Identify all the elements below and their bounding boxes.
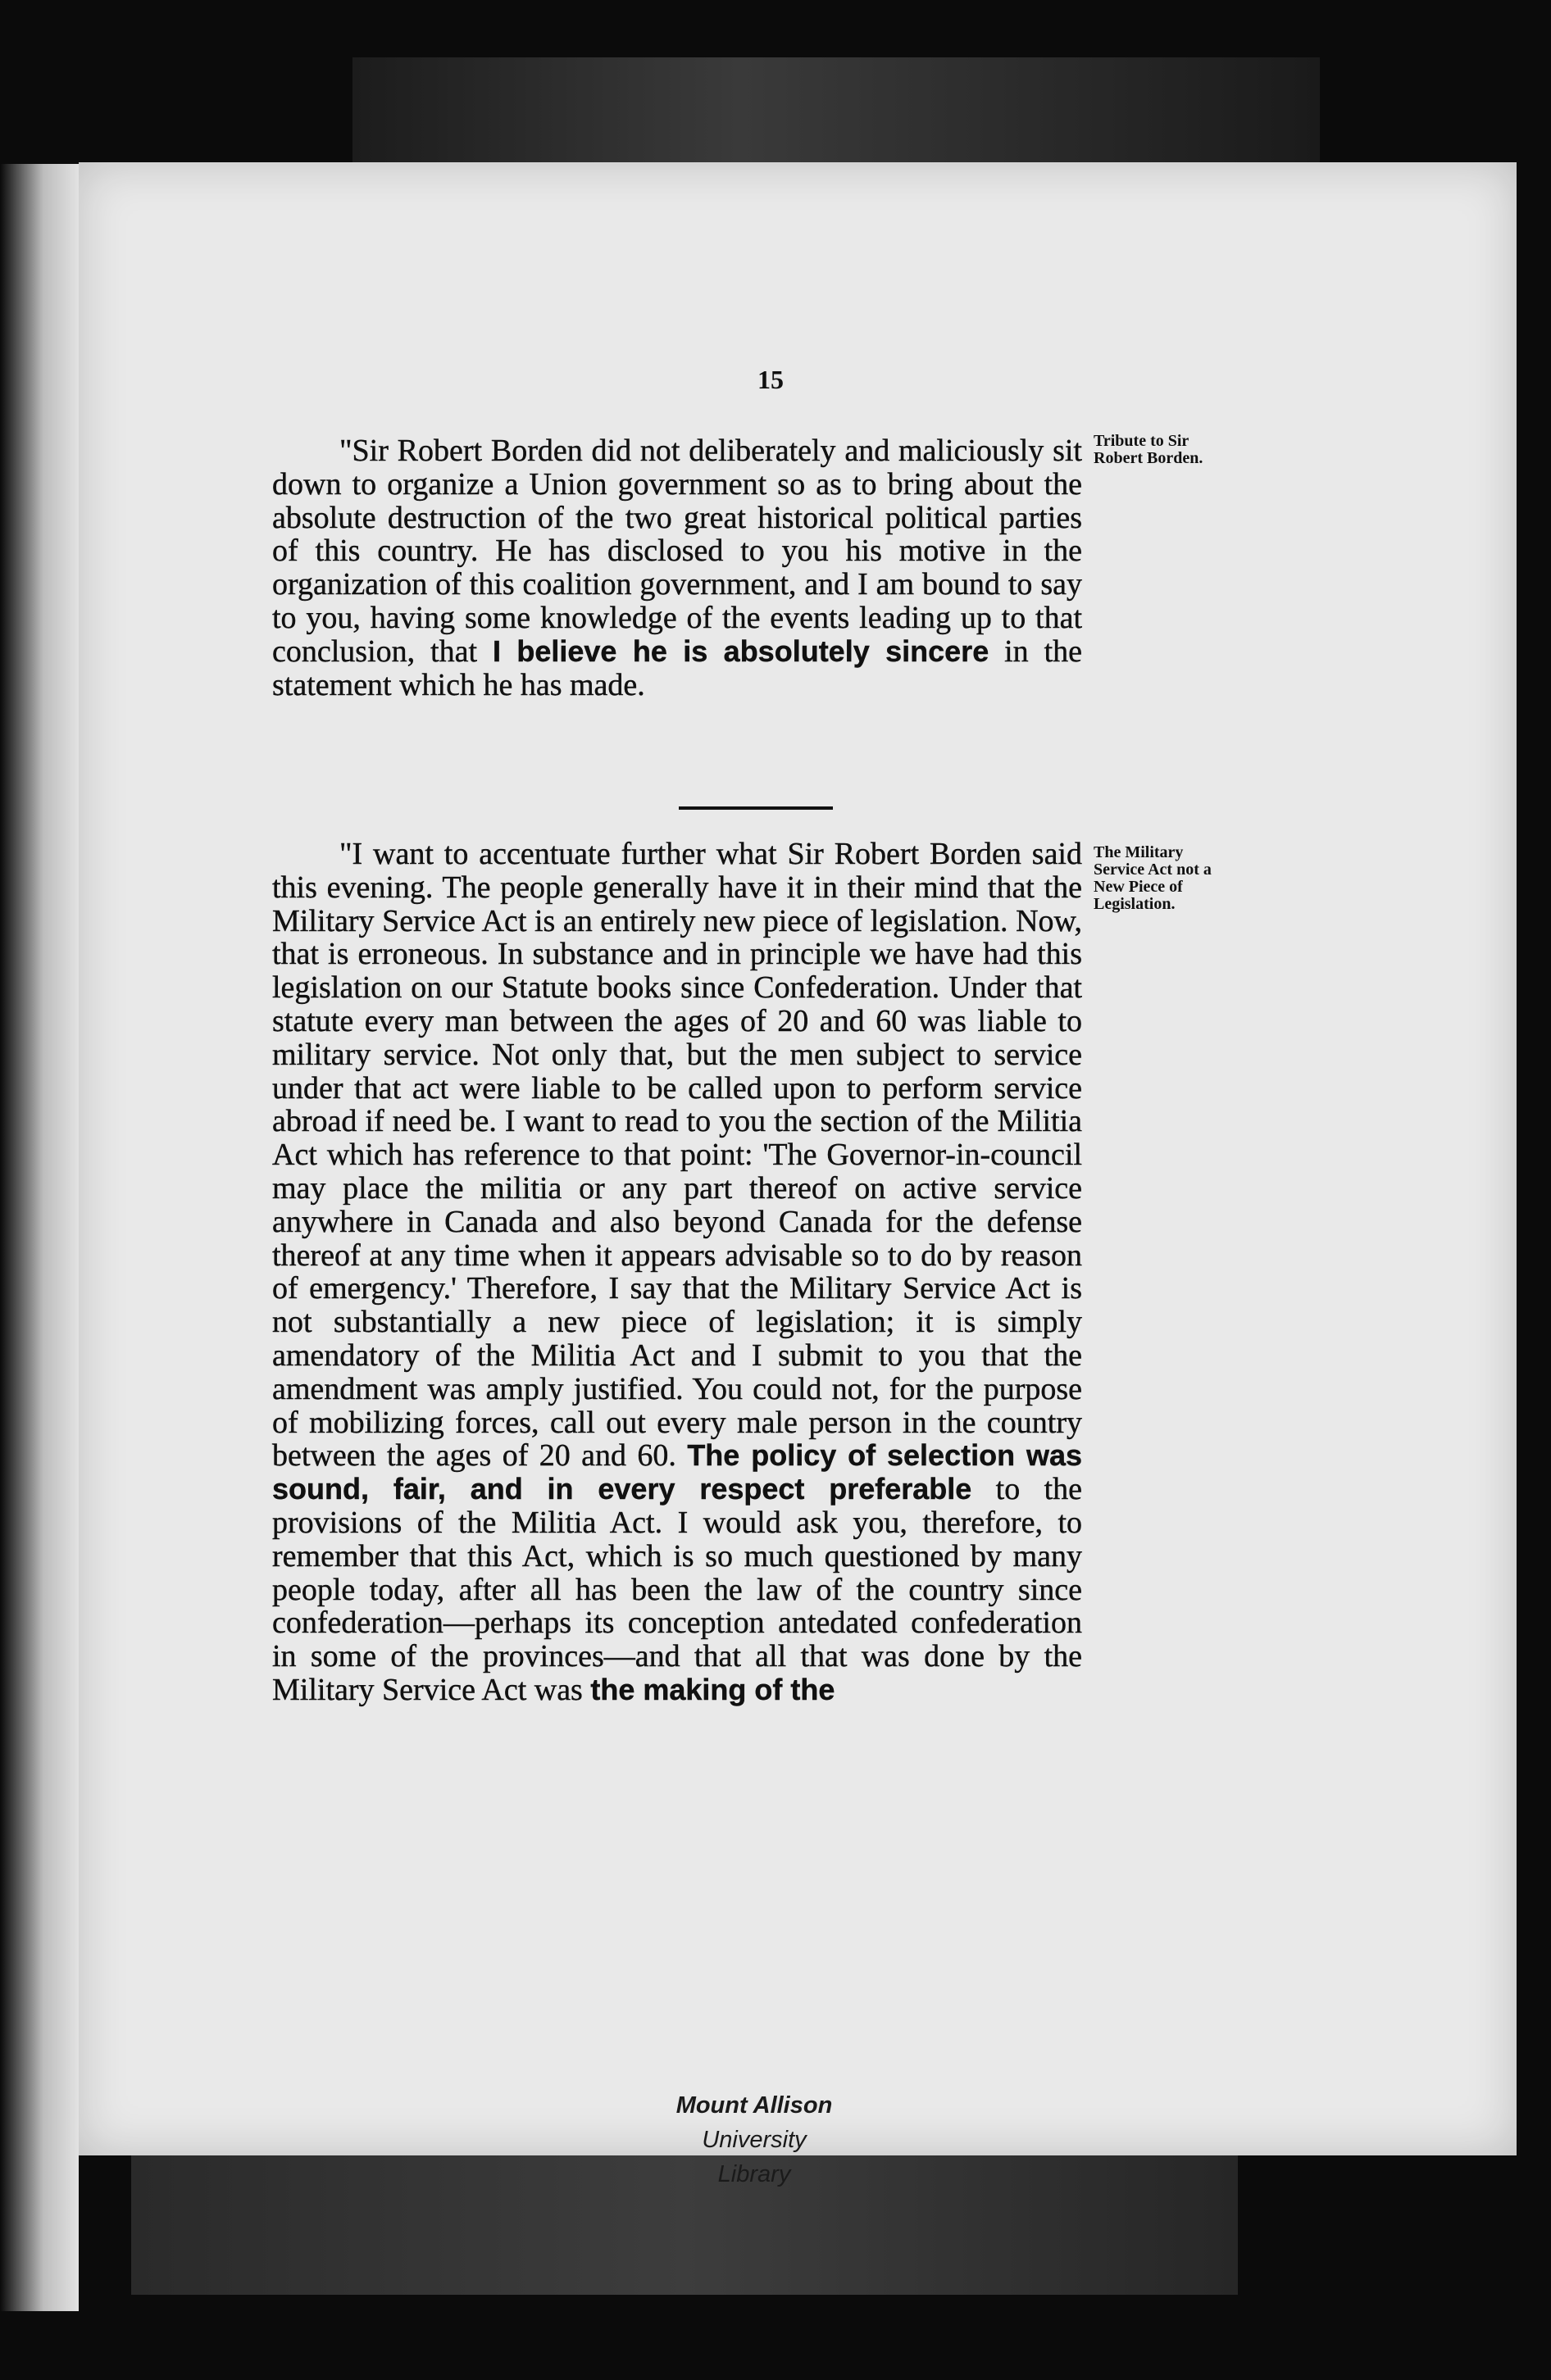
paragraph-text <box>272 434 1082 702</box>
library-stamp-line: Library <box>717 2161 791 2187</box>
sidenote-military-service-act: The Military Service Act not a New Piece of Legislation. <box>1094 843 1212 913</box>
library-stamp-line: University <box>702 2127 807 2153</box>
previous-page-edge <box>0 164 79 2311</box>
library-stamp-line: Mount Allison <box>675 2092 833 2119</box>
emphasis-text: the making of the <box>590 1672 835 1706</box>
section-divider <box>679 806 833 810</box>
emphasis-text: The policy of selection was sound, fair, and in every respect preferable <box>272 1438 1082 1506</box>
paragraph-text-part: in the statement which he has made. <box>272 634 1083 702</box>
paragraph-tribute <box>272 434 1082 702</box>
page-number: 15 <box>757 365 784 394</box>
library-stamp <box>525 2088 984 2192</box>
paragraph-text-part: to the provisions of the Militia Act. I would ask you, therefore, to remember that this Act, which is so much questioned by many people today, after all has been the law of the country since confederation—perhaps its conception antedated confederation in some of the provinces—and that all that was done by the Military Service Act was <box>272 1472 1082 1707</box>
emphasis-text: I believe he is absolutely sincere <box>492 634 989 668</box>
paragraph-text-part: "Sir Robert Borden did not deliberately and maliciously sit down to organize a Union government so as to bring about the absolute destruction of the two great historical political parties of this country. He has disclosed to you his motive in the organization of this coalition government, and I am bound to say to you, having some knowledge of the events leading up to that conclusion, that <box>272 434 1082 669</box>
paragraph-text-part: "I want to accentuate further what Sir Robert Borden said this evening. The people generally have it in their mind that the Military Service Act is an entirely new piece of legislation. Now, that is erroneous. In substance and in principle we have had this legislation on our Statute books since Confederation. Under that statute every man between the ages of 20 and 60 was liable to military service. Not only that, but the men subject to service under that act were liable to be called upon to perform service abroad if need be. I want to read to you the section of the Militia Act which has reference to that point: 'The Governor-in-council may place the militia or any part thereof on active service anywhere in Canada and also beyond Canada for the defense thereof at any time when it appears advisable so to do by reason of emergency.' Therefore, I say that the Military Service Act is not substantially a new piece of legislation; it is simply amendatory of the Militia Act and I submit to you that the amendment was amply justified. You could not, for the purpose of mobilizing forces, call out every male person in the country between the ages of 20 and 60. <box>272 837 1082 1474</box>
paragraph-military-service-act <box>272 838 1082 1707</box>
paragraph-text <box>272 838 1082 1707</box>
sidenote-tribute: Tribute to Sir Robert Borden. <box>1094 432 1203 467</box>
